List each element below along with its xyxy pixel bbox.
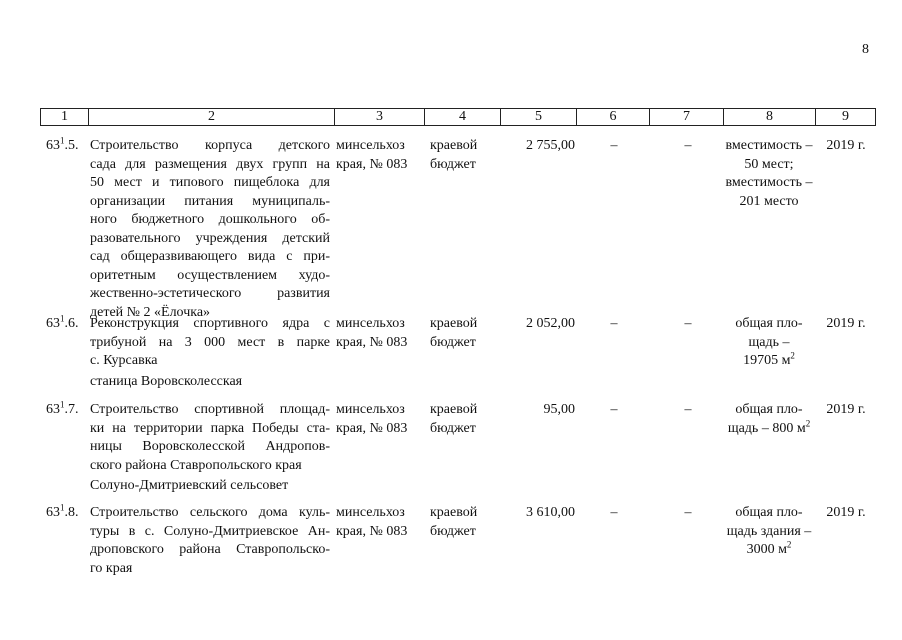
column-header-table — [40, 108, 876, 126]
funding-source: краевой бюджет — [430, 138, 478, 172]
column-number: 3 — [335, 109, 425, 126]
column-number: 8 — [724, 109, 816, 126]
year: 2019 г. — [826, 505, 866, 520]
year: 2019 г. — [826, 402, 866, 417]
column-6-value: – — [610, 138, 618, 153]
item-number: $63^1.6$. — [46, 313, 79, 331]
capacity: вместимость – 50 мест; вместимость – 201 место — [725, 138, 813, 209]
year: 2019 г. — [826, 138, 866, 153]
item-number: $63^1.8$. — [46, 502, 79, 520]
column-number: 5 — [501, 109, 577, 126]
amount: 2 755,00 — [526, 138, 575, 153]
column-number: 1 — [41, 109, 89, 126]
column-number: 2 — [89, 109, 335, 126]
column-7-value: – — [684, 505, 692, 520]
capacity: общая пло- щадь – 19705 $м^2$ — [735, 316, 803, 368]
funding-source: краевой бюджет — [430, 505, 478, 539]
item-description: Реконструкция спортивного ядра с трибуной на 3 000 мест в парке с. Курсавка — [90, 316, 330, 368]
funding-source: краевой бюджет — [430, 402, 478, 436]
ministry: минсельхоз края, № 083 — [336, 138, 408, 172]
locality-subheading: Солуно-Дмитриевский сельсовет — [90, 478, 289, 493]
column-number: 6 — [577, 109, 650, 126]
item-description: Строительство спортивной площад- ки на территории парка Победы ста- ницы Воровсколесской Андропов- ского района Ставропольского края — [90, 402, 330, 473]
year: 2019 г. — [826, 316, 866, 331]
column-number: 9 — [816, 109, 876, 126]
item-description: Строительство сельского дома куль- туры в с. Солуно-Дмитриевское Ан- дроповского района Ставропольско- го края — [90, 505, 330, 576]
column-number-row — [41, 109, 876, 126]
column-number: 7 — [650, 109, 724, 126]
item-number: $63^1.5$. — [46, 135, 79, 153]
funding-source: краевой бюджет — [430, 316, 478, 350]
ministry: минсельхоз края, № 083 — [336, 505, 408, 539]
column-7-value: – — [684, 316, 692, 331]
column-6-value: – — [610, 505, 618, 520]
amount: 3 610,00 — [526, 505, 575, 520]
locality-subheading: станица Воровсколесская — [90, 374, 243, 389]
amount: 95,00 — [543, 402, 575, 417]
item-number: $63^1.7$. — [46, 399, 79, 417]
column-7-value: – — [684, 402, 692, 417]
column-6-value: – — [610, 316, 618, 331]
amount: 2 052,00 — [526, 316, 575, 331]
capacity: общая пло- щадь – 800 $м^2$ — [727, 402, 811, 436]
item-description: Строительство корпуса детского сада для размещения двух групп на 50 мест и типового пищеблока для организации питания муниципаль- ного бюджетного дошкольного об- разовательного учреждения детский сад общеразвивающего вида с при- оритетным осуществлением худо- жественно-эстетического развития детей № 2 «Ёлочка» — [90, 138, 330, 320]
ministry: минсельхоз края, № 083 — [336, 402, 408, 436]
ministry: минсельхоз края, № 083 — [336, 316, 408, 350]
column-number: 4 — [425, 109, 501, 126]
column-6-value: – — [610, 402, 618, 417]
column-7-value: – — [684, 138, 692, 153]
page-number: 8 — [862, 42, 869, 57]
capacity: общая пло- щадь здания – 3000 $м^2$ — [726, 505, 812, 557]
